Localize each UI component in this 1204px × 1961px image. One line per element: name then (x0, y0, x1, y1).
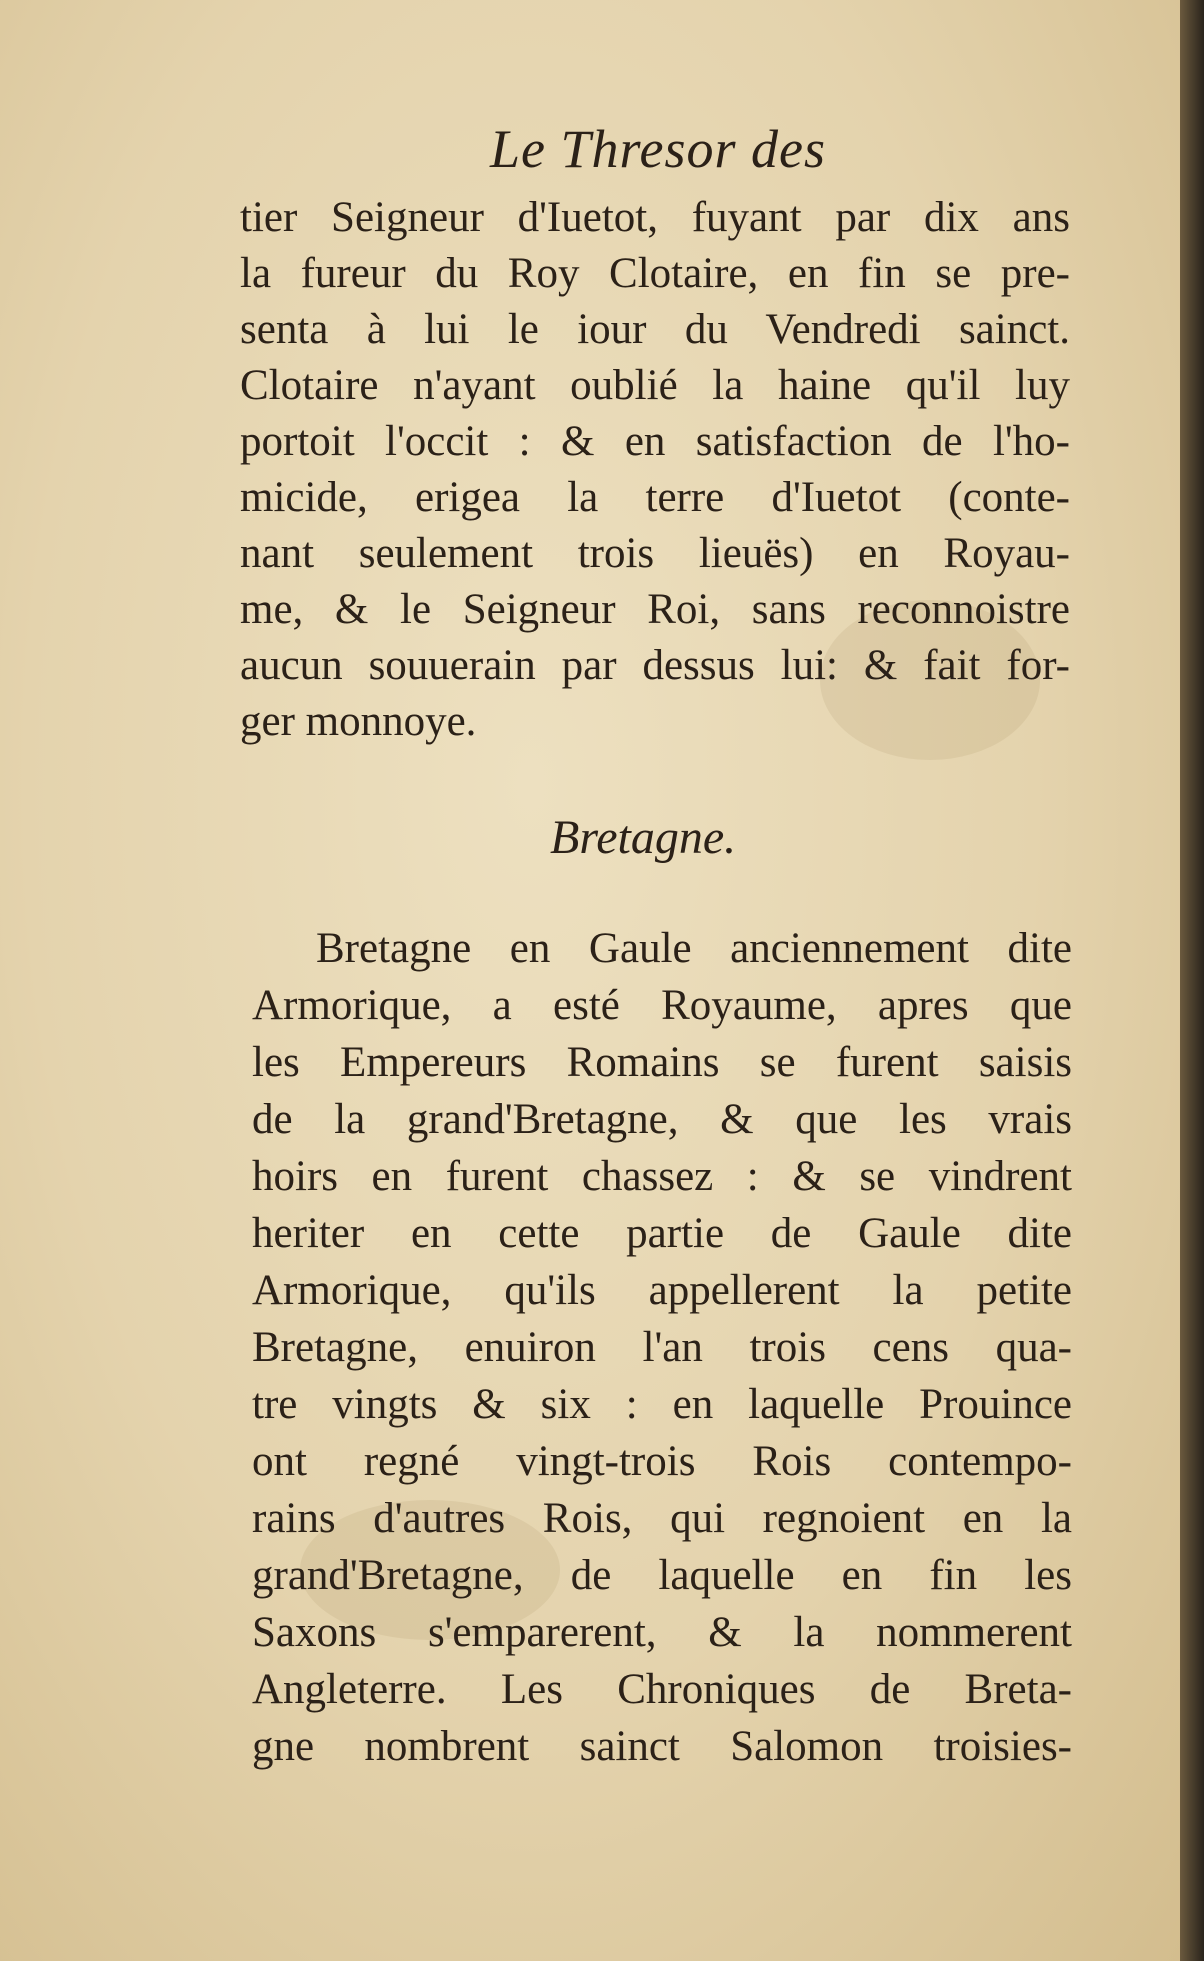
text-line: Bretagne, enuiron l'an trois cens qua- (252, 1324, 1072, 1371)
section-heading: Bretagne. (550, 811, 737, 864)
text-line: grand'Bretagne, de laquelle en fin les (252, 1552, 1072, 1599)
text-line: nant seulement trois lieuës) en Royau- (240, 530, 1070, 577)
text-line: Angleterre. Les Chroniques de Breta- (252, 1666, 1072, 1713)
text-line: la fureur du Roy Clotaire, en fin se pre- (240, 250, 1070, 297)
text-line: portoit l'occit : & en satisfaction de l'ho- (240, 418, 1070, 465)
text-line: ont regné vingt-trois Rois contempo- (252, 1438, 1072, 1485)
text-line: me, & le Seigneur Roi, sans reconnoistre (240, 586, 1070, 633)
text-line: Clotaire n'ayant oublié la haine qu'il luy (240, 362, 1070, 409)
text-line: ger monnoye. (240, 698, 477, 745)
text-line: gne nombrent sainct Salomon troisies- (252, 1723, 1072, 1770)
book-gutter (1180, 0, 1204, 1961)
text-line: tier Seigneur d'Iuetot, fuyant par dix ans (240, 194, 1070, 241)
paragraph-1 (240, 190, 1070, 750)
text-line: Saxons s'emparerent, & la nommerent (252, 1609, 1072, 1656)
text-line: heriter en cette partie de Gaule dite (252, 1210, 1072, 1257)
text-line: micide, erigea la terre d'Iuetot (conte- (240, 474, 1070, 521)
text-line: tre vingts & six : en laquelle Prouince (252, 1381, 1072, 1428)
text-line: les Empereurs Romains se furent saisis (252, 1039, 1072, 1086)
text-line: de la grand'Bretagne, & que les vrais (252, 1096, 1072, 1143)
text-line: senta à lui le iour du Vendredi sainct. (240, 306, 1070, 353)
text-line: Bretagne en Gaule anciennement dite (316, 925, 1072, 972)
running-head: Le Thresor des (490, 119, 827, 179)
paragraph-2 (252, 920, 1072, 1775)
text-line: aucun souuerain par dessus lui: & fait for- (240, 642, 1070, 689)
text-line: Armorique, qu'ils appellerent la petite (252, 1267, 1072, 1314)
text-line: hoirs en furent chassez : & se vindrent (252, 1153, 1072, 1200)
text-line: rains d'autres Rois, qui regnoient en la (252, 1495, 1072, 1542)
text-line: Armorique, a esté Royaume, apres que (252, 982, 1072, 1029)
